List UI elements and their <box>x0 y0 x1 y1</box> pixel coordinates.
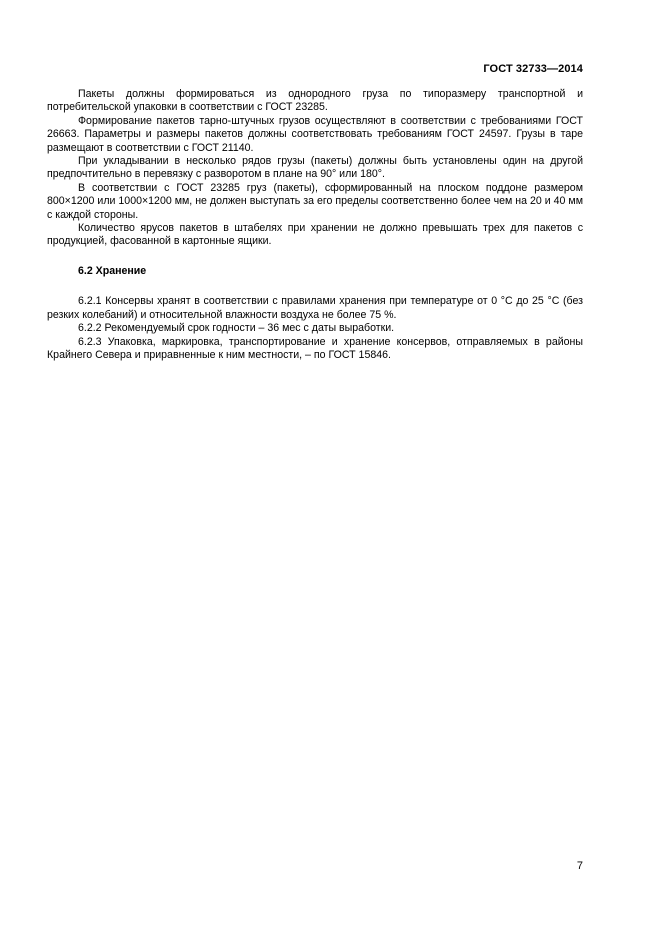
paragraph-pallet-overhang: В соответствии с ГОСТ 23285 груз (пакеты), сформированный на плоском поддоне размером 800×1200 или 1000×1200 мм, не должен выступать за его пределы соответственно более чем на 20 и 40 мм с каждой стороны. <box>47 181 583 221</box>
section-heading-storage: 6.2 Хранение <box>78 264 147 277</box>
paragraph-stacking-rows: При укладывании в несколько рядов грузы (пакеты) должны быть установлены один на другой предпочтительно в перевязку с разворотом в плане на 90° или 180°. <box>47 155 583 181</box>
paragraph-far-north: 6.2.3 Упаковка, маркировка, транспортирование и хранение консервов, отправляемых в районы Крайнего Севера и приравненные к ним местности, – по ГОСТ 15846. <box>47 335 583 361</box>
document-code-header: ГОСТ 32733—2014 <box>483 63 583 75</box>
document-body <box>47 88 583 362</box>
page-number: 7 <box>576 860 583 872</box>
paragraph-packet-formation: Формирование пакетов тарно-штучных грузов осуществляют в соответствии с требованиями ГОСТ 26663. Параметры и размеры пакетов должны соответствовать требованиям ГОСТ 24597. Грузы в таре размещают в соответствии с ГОСТ 21140. <box>47 114 583 154</box>
paragraph-stack-tiers: Количество ярусов пакетов в штабелях при хранении не должно превышать трех для пакетов с продукцией, фасованной в картонные ящики. <box>47 222 583 248</box>
paragraph-packets-uniform: Пакеты должны формироваться из однородного груза по типоразмеру транспортной и потребительской упаковки в соответствии с ГОСТ 23285. <box>47 88 583 114</box>
paragraph-shelf-life: 6.2.2 Рекомендуемый срок годности – 36 мес с даты выработки. <box>78 322 395 335</box>
paragraph-storage-conditions: 6.2.1 Консервы хранят в соответствии с правилами хранения при температуре от 0 °С до 25 °С (без резких колебаний) и относительной влажности воздуха не более 75 %. <box>47 295 583 321</box>
